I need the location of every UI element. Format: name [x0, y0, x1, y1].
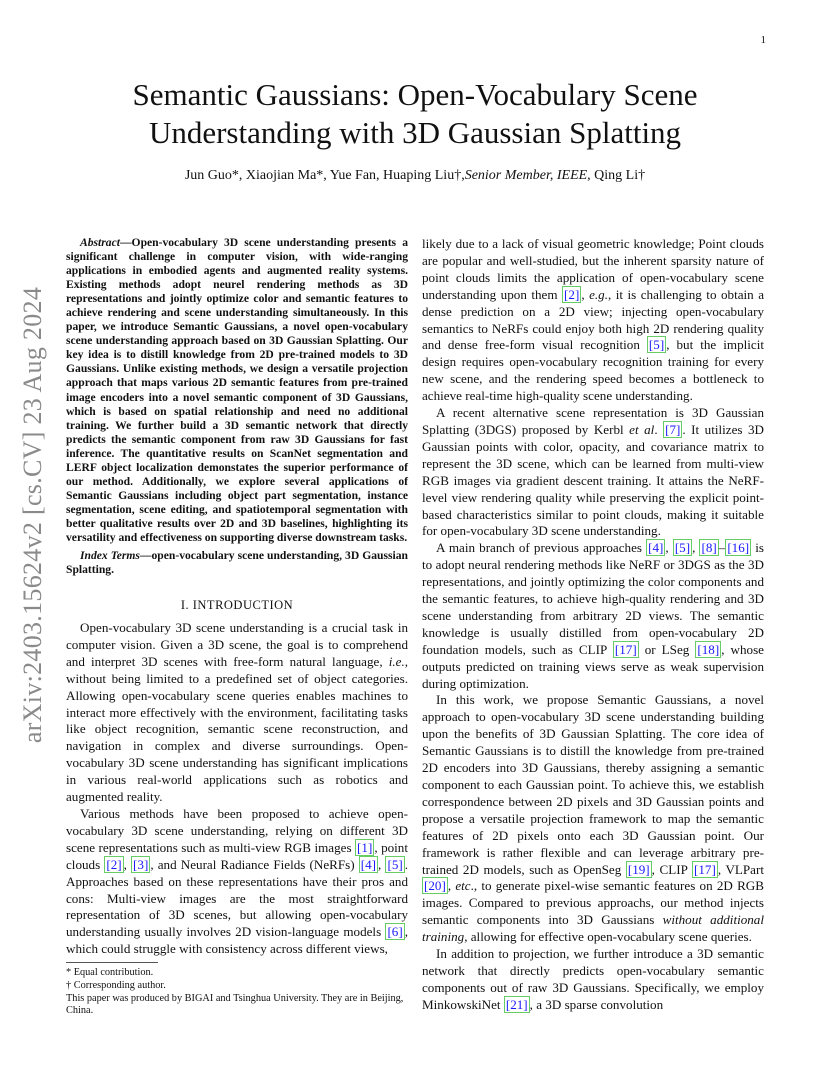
- author-affiliation: Senior Member, IEEE: [464, 168, 588, 183]
- citation-link[interactable]: [5]: [674, 540, 691, 556]
- citation-link[interactable]: [1]: [357, 839, 373, 855]
- paper-title: [70, 76, 760, 152]
- right-column: [422, 236, 764, 1014]
- citation-link[interactable]: [21]: [505, 996, 528, 1012]
- text-run-italic: i.e.: [388, 653, 405, 669]
- arxiv-stamp-text: arXiv:2403.15624v2 [cs.CV] 23 Aug 2024: [18, 286, 47, 744]
- text-run: ,: [447, 878, 456, 894]
- body-paragraph-this-work: [422, 692, 764, 946]
- text-run: . Approaches based on these representations have their pros and cons: Multi-view images are the most straightforward representation of 3D scenes, but allowing open-vocabulary understanding usually involves 2D vision-language models: [66, 856, 409, 940]
- text-run: , point clouds: [66, 839, 408, 872]
- text-run: . It utilizes 3D Gaussian points with color, opacity, and covariance matrix to represent the 3D scene, which can be learned from multi-view RGB images via gradient descent training. It attains the NeRF-level view rendering quality while preserving the explicit point-based characteristics similar to point clouds, making it suitable for open-vocabulary 3D scene understanding.: [422, 421, 764, 539]
- body-paragraph-continued: [422, 236, 764, 405]
- text-run: Various methods have been proposed to achieve open-vocabulary 3D scene understanding, relying on different 3D scene representations such as multi-view RGB images: [66, 806, 408, 855]
- text-run: A recent alternative scene representation is 3D Gaussian Splatting (3DGS) proposed by Kerbl: [422, 405, 764, 437]
- text-run: is to adopt neural rendering methods like NeRF or 3DGS as the 3D representations, and jointly optimizing the color components and the semantic features, to achieve high-quality rendering and 3D scene understanding from arbitrary 2D views. The semantic knowledge is usually distilled from open-vocabulary 2D foundation models, such as CLIP: [422, 540, 764, 657]
- text-run: or LSeg: [638, 641, 696, 657]
- section-initial: I: [192, 598, 198, 613]
- arxiv-stamp: [18, 280, 48, 750]
- text-run: In addition to projection, we further introduce a 3D semantic network that directly predicts open-vocabulary semantic components out of raw 3D Gaussians. Specifically, we employ MinkowskiNet: [422, 946, 764, 1012]
- text-run-italic: e.g.: [589, 286, 608, 302]
- text-run: , allowing for effective open-vocabulary scene queries.: [464, 929, 752, 945]
- text-run: ,: [665, 540, 673, 556]
- citation-link[interactable]: [18]: [697, 641, 720, 657]
- text-run: ,: [692, 540, 700, 556]
- text-run: ,: [378, 856, 386, 872]
- abstract: [66, 236, 408, 545]
- citation-link[interactable]: [4]: [360, 856, 377, 872]
- text-run: Open-vocabulary 3D scene understanding is a crucial task in computer vision. Given a 3D scene, the goal is to comprehend and interpret 3D scenes with free-form natural language,: [66, 620, 408, 669]
- citation-link[interactable]: [19]: [627, 861, 650, 877]
- footnote-divider: [66, 962, 158, 963]
- section-number: I.: [180, 598, 190, 613]
- title-line-1: Semantic Gaussians: Open-Vocabulary Scene: [132, 77, 698, 112]
- authors-part-2: , Qing Li†: [587, 168, 646, 183]
- footnote-corresponding-author: † Corresponding author.: [66, 979, 166, 991]
- footnote-equal-contribution: * Equal contribution.: [66, 967, 154, 978]
- authors-part-1: Jun Guo*, Xiaojian Ma*, Yue Fan, Huaping Liu†,: [184, 168, 465, 183]
- section-title-rest: NTRODUCTION: [197, 598, 294, 613]
- citation-link[interactable]: [20]: [424, 878, 446, 894]
- text-run-italic: without additional training: [422, 912, 764, 945]
- abstract-lead: Abstract: [80, 236, 120, 249]
- author-list: [70, 168, 760, 184]
- index-terms-lead: Index Terms: [80, 549, 140, 563]
- text-run: likely due to a lack of visual geometric knowledge; Point clouds are popular and well-studied, but the inherent sparsity nature of point clouds limits the application of open-vocabulary scene understanding upon them: [422, 236, 764, 302]
- text-run: , it is challenging to obtain a dense prediction on a 2D view; injecting open-vocabulary semantics to NeRFs could enjoy both high 2D rendering quality and dense free-form visual recognition: [422, 286, 765, 353]
- footnote-institution: This paper was produced by BIGAI and Tsinghua University. They are in Beijing, China.: [66, 992, 404, 1017]
- body-paragraph-semantic-network: [422, 946, 764, 1014]
- citation-link[interactable]: [17]: [694, 861, 716, 877]
- text-run: ., to generate pixel-wise semantic features on 2D RGB images. Compared to previous approachs, our method injects semantic components into 3D Gaussians: [422, 878, 764, 928]
- citation-link[interactable]: [16]: [727, 540, 750, 556]
- citation-link[interactable]: [4]: [648, 540, 664, 556]
- text-run: A main branch of previous approaches: [436, 540, 647, 556]
- intro-paragraph-2: [66, 806, 408, 958]
- text-run: , CLIP: [651, 861, 692, 877]
- text-run: , whose outputs predicted on training views serve as weak supervision during optimization.: [422, 641, 764, 691]
- citation-link[interactable]: [5]: [387, 856, 403, 872]
- text-run: In this work, we propose Semantic Gaussians, a novel approach to open-vocabulary 3D scene understanding building upon the benefits of 3D Gaussian Splatting. The core idea of Semantic Gaussians is to distill the knowledge from pre-trained 2D encoders into 3D Gaussians, thereby assigning a semantic component to each Gaussian point. To achieve this, we establish correspondence between 2D pixels and 3D Gaussian points and propose a versatile projection framework to map the semantic features of 2D pixels onto each 3D Gaussian point. Our framework is rather flexible and can leverage arbitrary pre-trained 2D models, such as OpenSeg: [422, 692, 764, 877]
- citation-link[interactable]: [2]: [106, 856, 122, 872]
- index-terms: [66, 549, 408, 577]
- text-run: ,: [123, 856, 132, 872]
- section-heading-introduction: [66, 597, 408, 614]
- text-run: , and Neural Radiance Fields (NeRFs): [150, 856, 359, 872]
- index-terms-text: —open-vocabulary scene understanding, 3D Gaussian Splatting.: [66, 549, 408, 577]
- citation-link[interactable]: [2]: [564, 286, 580, 302]
- text-run: –: [718, 540, 726, 556]
- citation-link[interactable]: [17]: [614, 641, 637, 657]
- body-paragraph-previous-approaches: [422, 540, 764, 692]
- title-line-2: Understanding with 3D Gaussian Splatting: [148, 115, 682, 150]
- page-number: 1: [760, 34, 766, 46]
- text-run: , which could struggle with consistency across different views,: [66, 924, 408, 957]
- footnotes: [66, 962, 408, 1018]
- text-run: ,: [581, 286, 590, 302]
- text-run-italic: et al: [629, 421, 655, 437]
- text-run: , without being limited to a predefined set of object categories. Allowing open-vocabulary scene queries enables machines to interact more effectively with the environment, facilitating tasks like object recognition, semantic scene reconstruction, and navigation in complex and diverse surroundings. Open-vocabulary 3D scene understanding has significant implications in various real-world applications such as robotics and augmented reality.: [66, 653, 408, 805]
- intro-paragraph-1: [66, 620, 408, 806]
- citation-link[interactable]: [6]: [387, 924, 403, 940]
- text-run: , a 3D sparse convolution: [529, 996, 664, 1012]
- citation-link[interactable]: [8]: [701, 540, 717, 556]
- abstract-text: —Open-vocabulary 3D scene understanding presents a significant challenge in computer vision, with wide-ranging applications in embodied agents and augmented reality systems. Existing methods adopt neurel rendering methods as 3D representations and jointly optimize color and semantic features to achieve rendering and scene understanding simultaneously. In this paper, we introduce Semantic Gaussians, a novel open-vocabulary scene understanding approach based on 3D Gaussian Splatting. Our key idea is to distill knowledge from 2D pre-trained models to 3D Gaussians. Unlike existing methods, we design a versatile projection approach that maps various 2D semantic features from pre-trained image encoders into a novel semantic component of 3D Gaussians, which is based on spatial relationship and need no additional training. We further build a 3D semantic network that directly predicts the semantic component from raw 3D Gaussians for fast inference. The quantitative results on ScanNet segmentation and LERF object localization demonstates the superior performance of our method. Additionally, we explore several applications of Semantic Gaussians including object part segmentation, instance segmentation, scene editing, and spatiotemporal segmentation with better qualitative results over 2D and 3D baselines, highlighting its versatility and effectiveness on supporting diverse downstream tasks.: [66, 236, 408, 544]
- left-column: [66, 236, 408, 958]
- text-run-italic: etc: [455, 878, 471, 894]
- text-run: , VLPart: [717, 861, 764, 877]
- citation-link[interactable]: [5]: [648, 337, 665, 353]
- citation-link[interactable]: [7]: [665, 421, 681, 437]
- citation-link[interactable]: [3]: [133, 856, 149, 872]
- text-run: , but the implicit design requires open-vocabulary recognition training for every new scene, and the rendering speed becomes a bottleneck to achieve real-time high-quality scene understanding.: [422, 337, 764, 404]
- body-paragraph-3dgs: [422, 405, 764, 540]
- text-run: .: [654, 421, 664, 437]
